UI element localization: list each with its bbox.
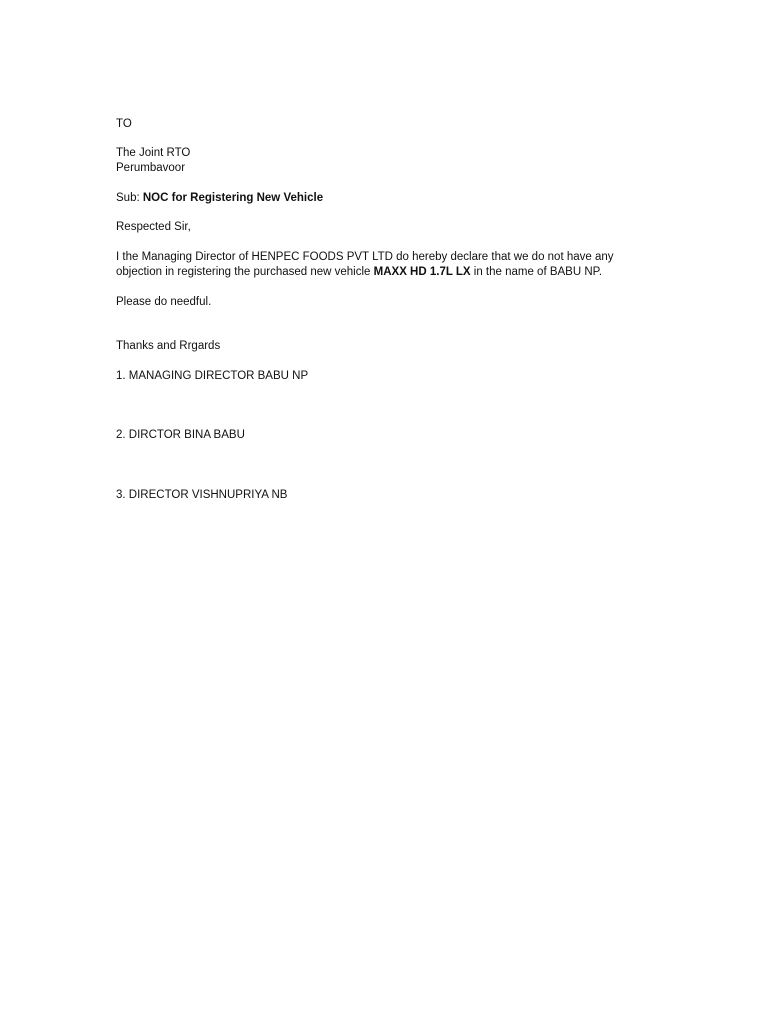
subject-line — [116, 191, 323, 206]
signatory-2: 2. DIRCTOR BINA BABU — [116, 429, 245, 441]
signatory-1: 1. MANAGING DIRECTOR BABU NP — [116, 370, 309, 382]
to-label: TO — [116, 118, 132, 130]
subject-text: NOC for Registering New Vehicle — [142, 192, 324, 204]
recipient-line-2: Perumbavoor — [116, 162, 186, 174]
body-line-1: I the Managing Director of HENPEC FOODS PVT LTD do hereby declare that we do not have any — [116, 251, 614, 263]
body-text-part2: objection in registering the purchased new vehicle — [116, 266, 371, 278]
body-text-part3: in the name of BABU NP. — [473, 266, 603, 278]
recipient-line-1: The Joint RTO — [116, 147, 191, 159]
vehicle-model: MAXX HD 1.7L LX — [373, 266, 471, 278]
closing-line: Thanks and Rrgards — [116, 340, 221, 352]
subject-prefix: Sub: — [116, 192, 140, 204]
salutation: Respected Sir, — [116, 221, 191, 233]
signatory-3: 3. DIRECTOR VISHNUPRIYA NB — [116, 489, 288, 501]
body-line-2 — [116, 265, 602, 280]
request-line: Please do needful. — [116, 296, 212, 308]
